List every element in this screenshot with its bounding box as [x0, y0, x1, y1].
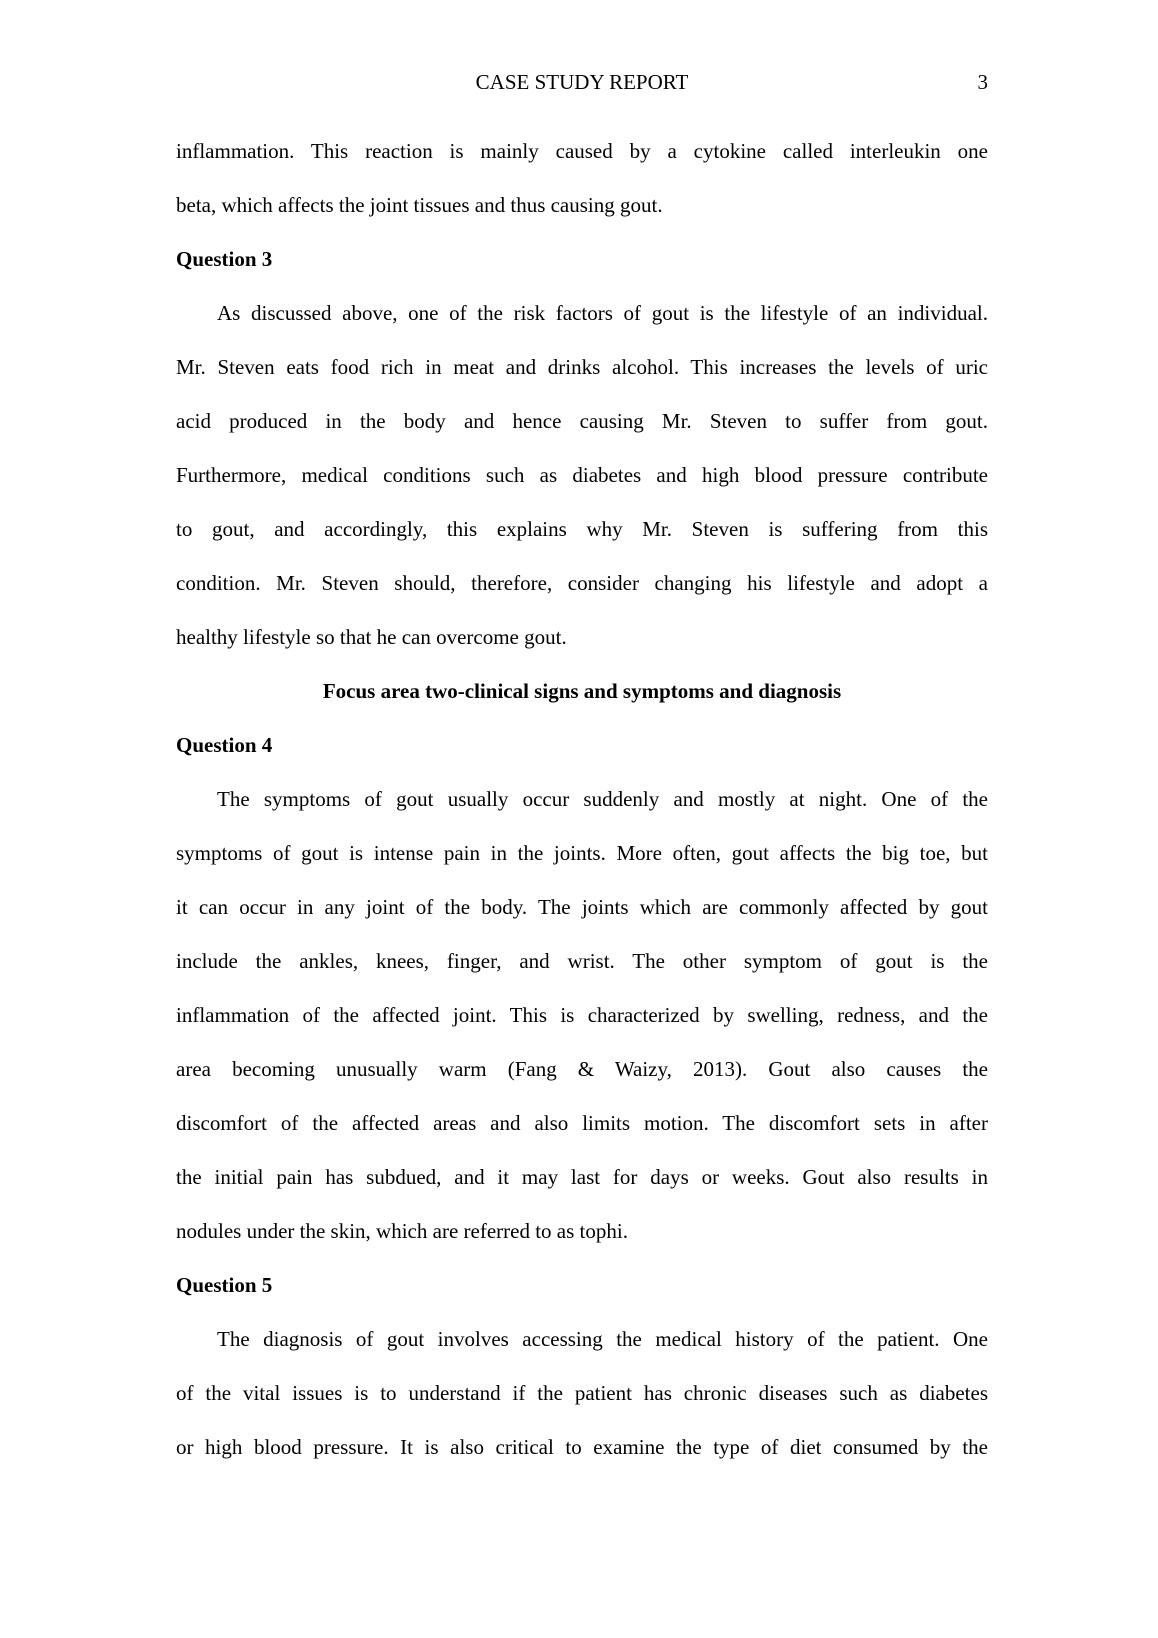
body-line: symptoms of gout is intense pain in the joints. More often, gout affects the big toe, but [176, 841, 988, 865]
body-line: discomfort of the affected areas and also limits motion. The discomfort sets in after [176, 1111, 988, 1135]
body-line: The diagnosis of gout involves accessing the medical history of the patient. One [217, 1327, 988, 1351]
body-line: beta, which affects the joint tissues and thus causing gout. [176, 193, 663, 217]
page-number: 3 [977, 70, 988, 94]
body-line: area becoming unusually warm (Fang & Waizy, 2013). Gout also causes the [176, 1057, 988, 1081]
body-line: include the ankles, knees, finger, and wrist. The other symptom of gout is the [176, 949, 988, 973]
body-line: acid produced in the body and hence causing Mr. Steven to suffer from gout. [176, 409, 988, 433]
header-title: CASE STUDY REPORT [475, 70, 689, 94]
body-line: nodules under the skin, which are referred to as tophi. [176, 1219, 628, 1243]
running-header [176, 70, 988, 100]
document-body [176, 135, 988, 1485]
body-line: the initial pain has subdued, and it may last for days or weeks. Gout also results in [176, 1165, 988, 1189]
question-heading: Question 4 [176, 733, 273, 757]
body-line: to gout, and accordingly, this explains why Mr. Steven is suffering from this [176, 517, 988, 541]
body-line: healthy lifestyle so that he can overcome gout. [176, 625, 567, 649]
question-heading: Question 5 [176, 1273, 273, 1297]
section-heading: Focus area two-clinical signs and symptoms and diagnosis [322, 679, 842, 703]
question-heading: Question 3 [176, 247, 273, 271]
body-line: it can occur in any joint of the body. The joints which are commonly affected by gout [176, 895, 988, 919]
body-line: As discussed above, one of the risk factors of gout is the lifestyle of an individual. [217, 301, 988, 325]
body-line: Mr. Steven eats food rich in meat and drinks alcohol. This increases the levels of uric [176, 355, 988, 379]
body-line: Furthermore, medical conditions such as diabetes and high blood pressure contribute [176, 463, 988, 487]
body-line: or high blood pressure. It is also critical to examine the type of diet consumed by the [176, 1435, 988, 1459]
body-line: The symptoms of gout usually occur suddenly and mostly at night. One of the [217, 787, 988, 811]
body-line: inflammation of the affected joint. This is characterized by swelling, redness, and the [176, 1003, 988, 1027]
body-line: of the vital issues is to understand if the patient has chronic diseases such as diabetes [176, 1381, 988, 1405]
body-line: inflammation. This reaction is mainly caused by a cytokine called interleukin one [176, 139, 988, 163]
body-line: condition. Mr. Steven should, therefore, consider changing his lifestyle and adopt a [176, 571, 988, 595]
